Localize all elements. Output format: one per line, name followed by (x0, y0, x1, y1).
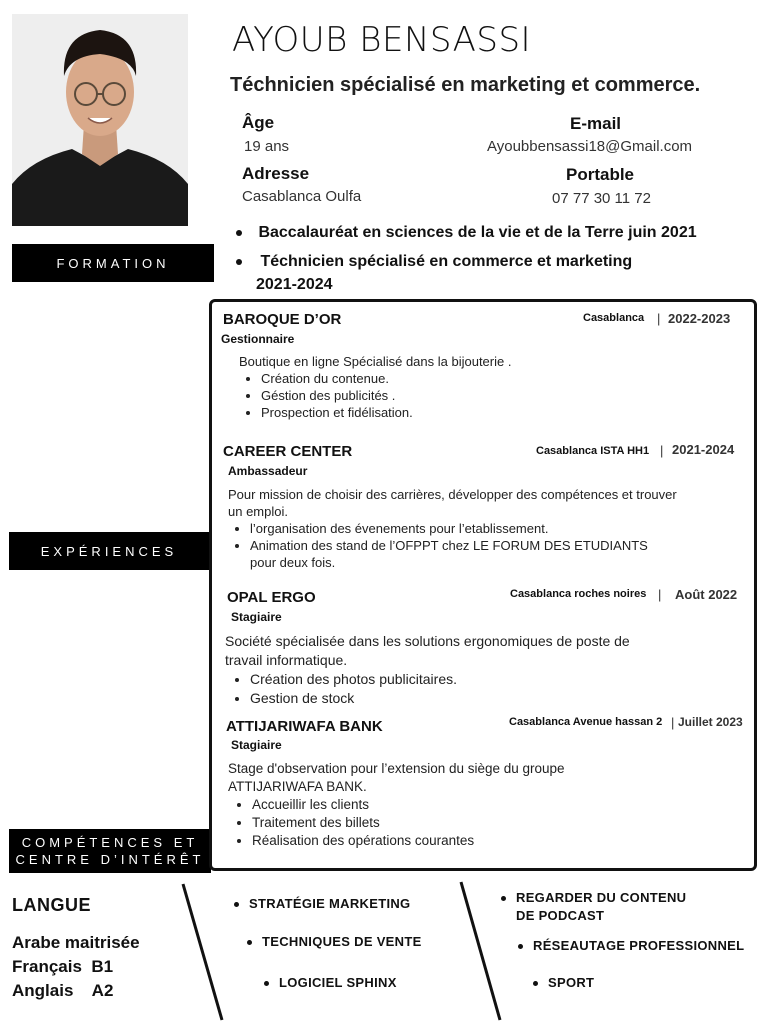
skills-label-line2: CENTRE D’INTÉRÊT (15, 852, 205, 867)
address-value: Casablanca Oulfa (242, 188, 362, 205)
skill-item (264, 975, 397, 990)
exp-details (239, 353, 679, 421)
exp-separator: | (658, 587, 662, 602)
phone-label: Portable (566, 165, 635, 184)
exp-bullet: • Création des photos publicitaires. (250, 670, 655, 689)
exp-details (225, 632, 655, 708)
interest-item (501, 890, 686, 905)
formation-item (236, 253, 632, 271)
exp-company: CAREER CENTER (223, 443, 353, 460)
exp-bullet: • Animation des stand de l’OFPPT chez LE FORUM DES ETUDIANTS pour deux fois. (250, 537, 650, 571)
email-label: E-mail (570, 114, 622, 133)
skill-text: TECHNIQUES DE VENTE (262, 934, 422, 949)
exp-separator: | (671, 715, 675, 730)
exp-date: Août 2022 (675, 587, 738, 602)
exp-company: BAROQUE D’OR (223, 311, 342, 328)
skill-item (247, 934, 422, 949)
exp-location: Casablanca Avenue hassan 2 (509, 716, 663, 728)
exp-details (228, 486, 678, 571)
interest-text: RÉSEAUTAGE PROFESSIONNEL (533, 938, 745, 953)
interest-text: SPORT (548, 975, 595, 990)
exp-date: 2021-2024 (672, 442, 735, 457)
exp-bullet: • Prospection et fidélisation. (261, 404, 679, 421)
exp-description: Boutique en ligne Spécialisé dans la bijouterie . (239, 354, 512, 369)
exp-role: Gestionnaire (221, 332, 295, 346)
skills-label-line1: COMPÉTENCES ET (21, 835, 199, 850)
exp-bullet: • l’organisation des évenements pour l’etablissement. (250, 520, 678, 537)
divider-line (183, 884, 222, 1020)
skill-item (234, 896, 410, 911)
divider-line (461, 882, 500, 1020)
exp-bullet: • Accueillir les clients (252, 796, 628, 814)
bullet-icon (518, 944, 523, 949)
formation-item-text: Baccalauréat en sciences de la vie et de la Terre juin 2021 (258, 224, 697, 241)
candidate-name: AYOUB BENSASSI (232, 20, 532, 60)
language-item: Arabe maitrisée (12, 933, 140, 952)
bullet-icon (247, 940, 252, 945)
exp-role: Ambassadeur (228, 464, 308, 478)
exp-company: ATTIJARIWAFA BANK (226, 718, 383, 735)
exp-bullet: • Traitement des billets (252, 814, 628, 832)
interest-item (533, 975, 594, 990)
language-title: LANGUE (12, 895, 91, 915)
exp-role: Stagiaire (231, 610, 282, 624)
exp-date: Juillet 2023 (678, 715, 743, 729)
exp-bullet: • Gestion de stock (250, 689, 655, 708)
exp-location: Casablanca roches noires (510, 588, 647, 600)
bullet-icon (501, 896, 506, 901)
exp-separator: | (657, 311, 661, 326)
skill-text: STRATÉGIE MARKETING (249, 896, 411, 911)
email-value[interactable]: Ayoubbensassi18@Gmail.com (487, 138, 693, 155)
bullet-icon (264, 981, 269, 986)
formation-section-label (12, 244, 214, 282)
formation-item-years: 2021-2024 (256, 276, 333, 293)
experiences-label-text: EXPÉRIENCES (40, 543, 178, 559)
language-item: Anglais A2 (12, 981, 114, 1000)
formation-item (236, 224, 697, 242)
address-label: Adresse (242, 164, 310, 183)
exp-details (228, 760, 628, 850)
bullet-icon (236, 230, 242, 236)
interest-item (518, 938, 744, 953)
interest-item-continued: DE PODCAST (516, 908, 605, 923)
job-title: Téchnicien spécialisé en marketing et commerce. (230, 74, 701, 96)
interest-text: REGARDER DU CONTENU (516, 890, 687, 905)
exp-role: Stagiaire (231, 738, 282, 752)
exp-description: Société spécialisée dans les solutions ergonomiques de poste de travail informatique. (225, 633, 630, 668)
formation-item-text: Téchnicien spécialisé en commerce et marketing (260, 253, 633, 270)
exp-bullet: • Création du contenue. (261, 370, 679, 387)
exp-location: Casablanca (583, 312, 645, 324)
exp-description: Pour mission de choisir des carrières, développer des compétences et trouver un emploi. (228, 487, 677, 519)
experiences-section-label (9, 532, 209, 570)
bullet-icon (234, 902, 239, 907)
exp-bullet: • Réalisation des opérations courantes (252, 832, 628, 850)
skill-text: LOGICIEL SPHINX (279, 975, 397, 990)
exp-separator: | (660, 443, 664, 458)
bullet-icon (533, 981, 538, 986)
age-value: 19 ans (244, 138, 290, 155)
exp-location: Casablanca ISTA HH1 (536, 445, 650, 457)
formation-label-text: FORMATION (56, 255, 170, 271)
age-label: Âge (242, 113, 275, 132)
exp-bullet: • Géstion des publicités . (261, 387, 679, 404)
bullet-icon (236, 259, 242, 265)
exp-company: OPAL ERGO (227, 589, 316, 606)
language-item: Français B1 (12, 957, 114, 976)
skills-section-label (9, 829, 211, 873)
profile-photo (12, 14, 188, 226)
exp-date: 2022-2023 (668, 311, 731, 326)
exp-description: Stage d'observation pour l’extension du siège du groupe ATTIJARIWAFA BANK. (228, 761, 565, 794)
phone-value[interactable]: 07 77 30 11 72 (552, 190, 651, 207)
